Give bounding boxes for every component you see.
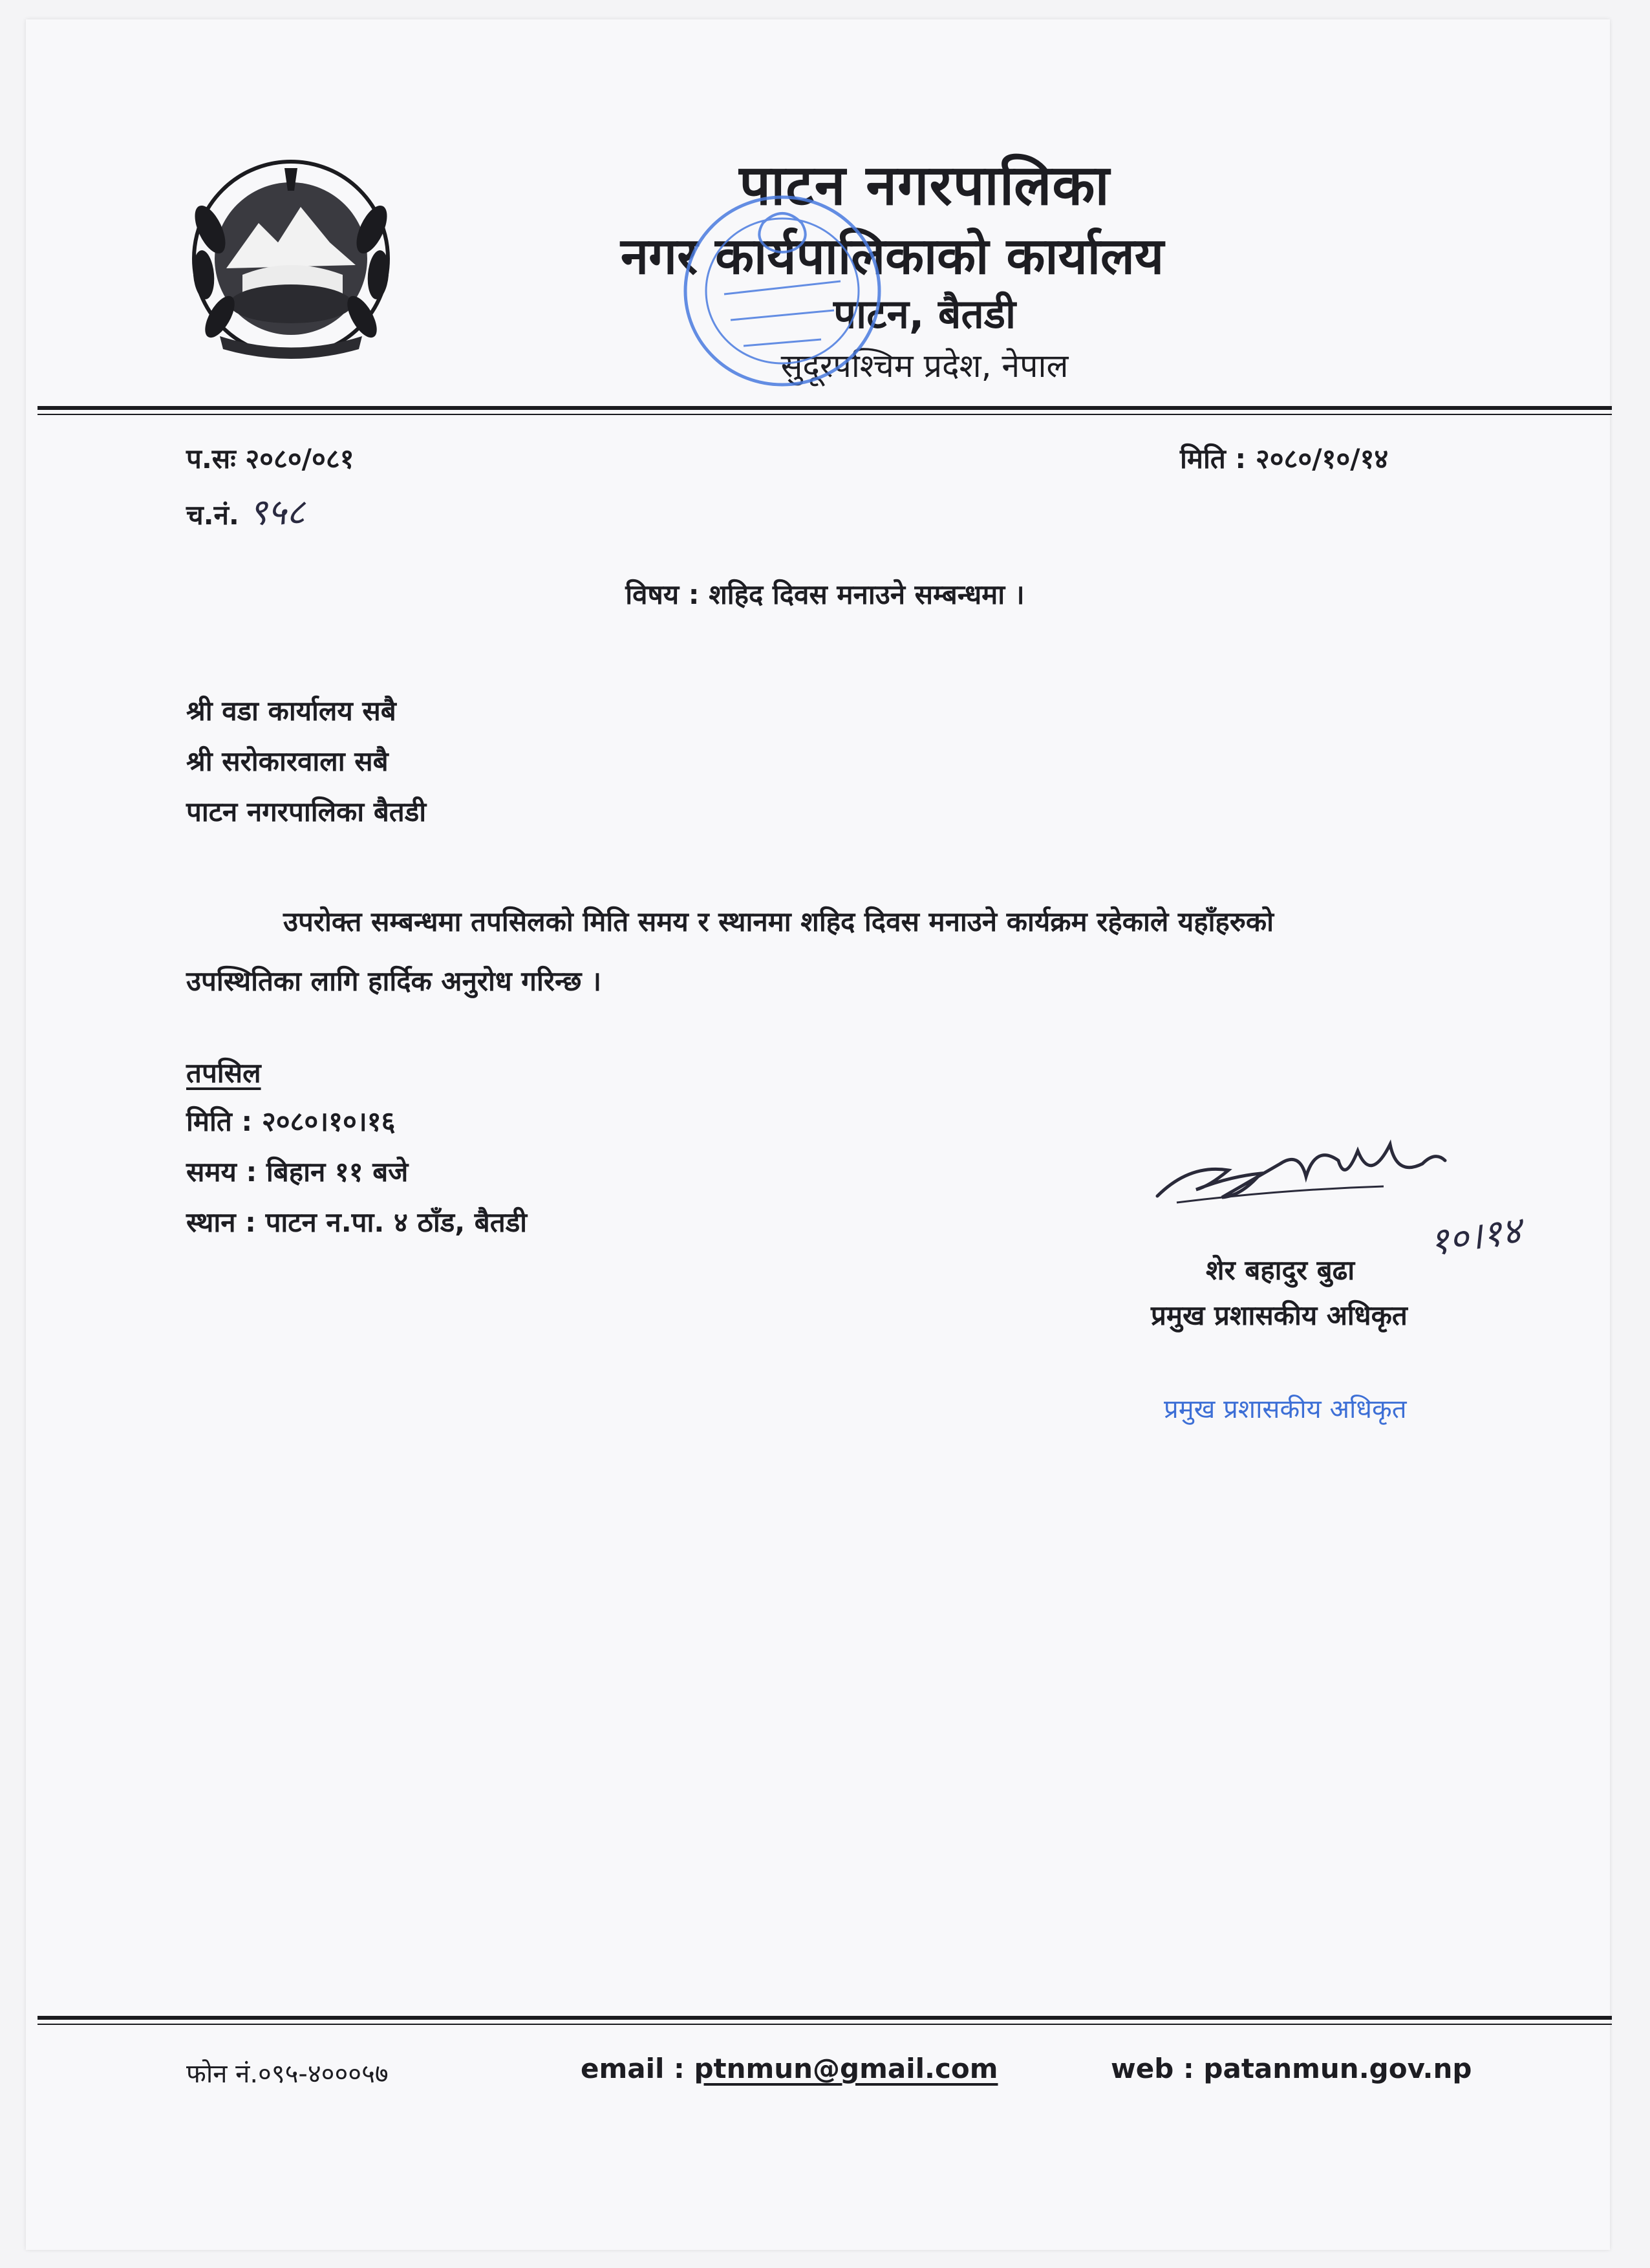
dispatch-number bbox=[186, 486, 305, 535]
footer-web-link[interactable]: patanmun.gov.np bbox=[1203, 2053, 1472, 2084]
header-rule-thin bbox=[38, 414, 1612, 415]
footer-rule-thin bbox=[38, 2024, 1612, 2025]
cn-label: च.नं. bbox=[186, 499, 239, 531]
municipality-title: पाटन नगरपालिका bbox=[739, 153, 1110, 218]
recipient-line: श्री सरोकारवाला सबै bbox=[186, 745, 389, 777]
recipient-line: पाटन नगरपालिका बैतडी bbox=[186, 796, 427, 828]
details-time-label: समय : bbox=[186, 1156, 257, 1188]
details-place-label: स्थान : bbox=[186, 1206, 256, 1238]
ps-value: २०८०/०८१ bbox=[245, 443, 354, 475]
details-date bbox=[186, 1102, 395, 1139]
office-location: पाटन, बैतडी bbox=[833, 290, 1016, 337]
details-date-label: मिति : bbox=[186, 1106, 253, 1137]
footer-web bbox=[1111, 2053, 1472, 2084]
province-line: सुदूरपश्चिम प्रदेश, नेपाल bbox=[780, 347, 1069, 385]
details-place bbox=[186, 1203, 527, 1240]
nepal-emblem-icon bbox=[181, 145, 401, 365]
details-time-value: बिहान ११ बजे bbox=[266, 1156, 409, 1188]
subject-text: शहिद दिवस मनाउने सम्बन्धमा । bbox=[709, 579, 1025, 610]
date-label: मिति : bbox=[1180, 443, 1247, 475]
cn-value: ९५८ bbox=[248, 491, 305, 533]
header-rule bbox=[38, 406, 1612, 410]
letter-date bbox=[1180, 440, 1388, 476]
footer-rule bbox=[38, 2016, 1612, 2020]
subject-line bbox=[0, 575, 1650, 612]
subject-label: विषय : bbox=[625, 579, 700, 610]
reference-number bbox=[186, 440, 354, 476]
details-place-value: पाटन न.पा. ४ ठाँड, बैतडी bbox=[265, 1206, 528, 1238]
footer-email-link[interactable]: ptnmun@gmail.com bbox=[694, 2053, 998, 2084]
signature-date: १०।१४ bbox=[1426, 1208, 1525, 1265]
office-title: नगर कार्यपालिकाको कार्यालय bbox=[620, 228, 1164, 286]
body-line: उपस्थितिका लागि हार्दिक अनुरोध गरिन्छ । bbox=[186, 965, 602, 997]
footer-web-label: web : bbox=[1111, 2053, 1194, 2084]
details-date-value: २०८०।१०।१६ bbox=[261, 1106, 396, 1137]
details-time bbox=[186, 1153, 408, 1190]
ps-label: प.सः bbox=[186, 443, 236, 475]
body-paragraph bbox=[186, 892, 1512, 1011]
recipient-line: श्री वडा कार्यालय सबै bbox=[186, 695, 396, 727]
office-stamp-icon bbox=[672, 184, 892, 398]
date-value: २०८०/१०/१४ bbox=[1255, 443, 1389, 475]
footer-email bbox=[581, 2053, 998, 2084]
signatory-title: प्रमुख प्रशासकीय अधिकृत bbox=[1151, 1300, 1408, 1331]
signatory-name: शेर बहादुर बुढा bbox=[1206, 1254, 1355, 1286]
footer-email-label: email : bbox=[581, 2053, 685, 2084]
footer-phone: फोन नं.०९५-४०००५७ bbox=[186, 2059, 389, 2089]
body-line: उपरोक्त सम्बन्धमा तपसिलको मिति समय र स्थानमा शहिद दिवस मनाउने कार्यक्रम रहेकाले यहाँहरुको bbox=[283, 906, 1274, 937]
signatory-stamp-title: प्रमुख प्रशासकीय अधिकृत bbox=[1164, 1395, 1407, 1424]
details-heading: तपसिल bbox=[186, 1057, 261, 1089]
